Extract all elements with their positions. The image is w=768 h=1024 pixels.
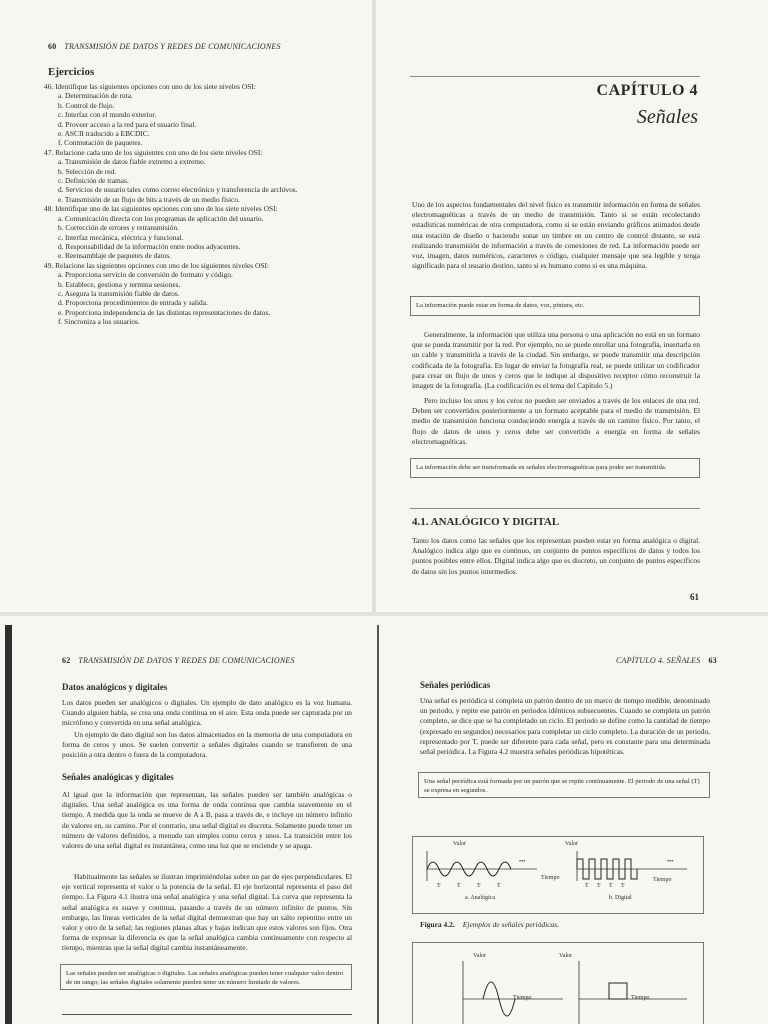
- next-figure-drawing: [413, 943, 703, 1024]
- analog-period-4: T: [497, 883, 501, 889]
- exercise-option: a. Comunicación directa con los programas de aplicación del usuario.: [58, 213, 264, 223]
- exercises-heading: Ejercicios: [48, 66, 95, 78]
- exercise-question: 46. Identifique las siguientes opciones con uno de los siete niveles OSI:: [44, 82, 256, 91]
- analog-time-label: Tiempo: [541, 875, 560, 881]
- chapter-rule: [410, 76, 700, 77]
- heading-datos: Datos analógicos y digitales: [62, 682, 168, 692]
- exercise-option: c. Definición de tramas.: [58, 176, 129, 186]
- fig2-value-2: Valor: [559, 953, 572, 959]
- heading-periodicas: Señales periódicas: [420, 680, 491, 690]
- exercise-option: e. Proporciona independencia de las distintas representaciones de datos.: [58, 307, 271, 317]
- text-periodicas: Una señal es periódica si completa un patrón dentro de un marco de tiempo medible, denominado un periodo, y repite ese patrón en periodos idénticos subsecuentes. Cuando se completa un patrón completo, se dice que se ha completado un ciclo. El periodo se define como la cantidad de tiempo (expresado en segundos) necesarios para completar un ciclo completo. La duración de un periodo, representado por T, puede ser diferente para cada señal, pero es constante para una determinada señal periódica. La Figura 4.2 muestra señales periódicas hipotéticas.: [420, 696, 710, 757]
- chapter-title: Señales: [636, 106, 698, 128]
- figure-4-2-caption: Figura 4.2. Ejemplos de señales periódicas.: [420, 920, 560, 929]
- fig2-value-1: Valor: [473, 953, 486, 959]
- exercise-option: c. Asegura la transmisión fiable de datos.: [58, 288, 180, 298]
- callout-box-62: Las señales pueden ser analógicas o digitales. Las señales analógicas pueden tener cualquier valor dentro de un rango; las señales digitales solamente pueden tener un número limitado de valores.: [60, 964, 352, 990]
- exercise-option: b. Corrección de errores y retransmisión.: [58, 223, 179, 233]
- exercise-option: d. Responsabilidad de la información entre nodos adyacentes.: [58, 241, 241, 251]
- running-head-62: 62 TRANSMISIÓN DE DATOS Y REDES DE COMUNICACIONES: [62, 656, 295, 665]
- page-number-61: 61: [690, 592, 699, 602]
- analog-period-2: T: [457, 883, 461, 889]
- exercise-list: [44, 82, 344, 327]
- exercise-option: e. Reensamblaje de paquetes de datos.: [58, 251, 172, 261]
- section-4-1-heading: 4.1. ANALÓGICO Y DIGITAL: [412, 516, 560, 528]
- text-senales-1: Al igual que la información que representan, las señales pueden ser también analógicas o digitales. Una señal analógica es una forma de onda continua que cambia suavemente en el tiempo. A medida que la onda se mueve de A a B, pasa a través de, e incluye un número infinito de valores en, su camino. Por el contrario, una señal digital es discreta. Solamente puede tener un número de valores definidos, a menudo tan simples como ceros y unos. La transición entre los valores de una señal digital es instantánea, como una luz que se enciende y se apaga.: [62, 790, 352, 851]
- exercise-option: a. Determinación de ruta.: [58, 91, 133, 101]
- digital-period-2: T: [597, 883, 601, 889]
- exercise-option: c. Interfaz con el mundo exterior.: [58, 110, 157, 120]
- fig2-time-2: Tiempo: [631, 995, 650, 1001]
- digital-period-3: T: [609, 883, 613, 889]
- heading-senales: Señales analógicas y digitales: [62, 772, 174, 782]
- digital-period-4: T: [621, 883, 625, 889]
- callout-box-63: Una señal periódica está formada por un patrón que se repite continuamente. El periodo de una señal (T) se expresa en segundos.: [418, 772, 710, 798]
- exercise-option: b. Establece, gestiona y termina sesiones.: [58, 279, 181, 289]
- exercise-option: e. Transmisión de un flujo de bits a través de un medio físico.: [58, 194, 240, 204]
- exercise-question: 47. Relacione cada uno de los siguientes con uno de los siete niveles OSI:: [44, 147, 263, 157]
- exercise-option: a. Transmisión de datos fiable extremo a extremo.: [58, 157, 206, 167]
- analog-caption: a. Analógica: [465, 895, 495, 901]
- exercise-question: 48. Identifique uno de las siguientes opciones con uno de los siete niveles OSI:: [44, 204, 278, 214]
- text-senales-2: Habitualmente las señales se ilustran imprimiéndolas sobre un par de ejes perpendiculares. El eje vertical representa el valor o la potencia de la señal. El eje horizontal representa el paso del tiempo. La Figura 4.1 ilustra una señal analógica y una señal digital. La curva que representa la señal analógica es suave y continua, pasando a través de un número infinito de puntos. Sin embargo, las líneas verticales de la señal digital demuestran que hay un salto repentino entre un valor y otro de la señal; las regiones planas altas y bajas indican que estos valores son fijos. Otra forma de expresar la diferencia es que la señal analógica cambia continuamente con respecto al tiempo, mientras que la señal digital cambia instantáneamente.: [62, 872, 352, 953]
- chapter-number: CAPÍTULO 4: [596, 82, 698, 99]
- paragraph-2: Generalmente, la información que utiliza una persona o una aplicación no está en un formato que se pueda transmitir por la red. Por ejemplo, no se puede enrollar una fotografía, insertarla en un cable y transmitirla a través de la ciudad. Sin embargo, se puede transmitir una descripción codificada de la fotografía. En lugar de enviar la fotografía real, se puede utilizar un codificador para crear un flujo de unos y ceros que le indique al dispositivo receptor cómo reconstruir la imagen de la fotografía. (La codificación es el tema del Capítulo 5.): [412, 330, 700, 391]
- digital-time-label: Tiempo: [653, 877, 672, 883]
- digital-period-1: T: [585, 883, 589, 889]
- digital-dots: •••: [667, 859, 674, 865]
- fig2-time-1: Tiempo: [513, 995, 532, 1001]
- analog-period-1: T: [437, 883, 441, 889]
- figure-4-2: [412, 836, 704, 914]
- exercise-option: b. Control de flujo.: [58, 100, 115, 110]
- exercise-option: e. ASCII traducido a EBCDIC.: [58, 129, 150, 139]
- running-head-60: 60 TRANSMISIÓN DE DATOS Y REDES DE COMUNICACIONES: [48, 42, 281, 51]
- running-head-63: CAPÍTULO 4. SEÑALES 63: [616, 656, 717, 665]
- analog-period-3: T: [477, 883, 481, 889]
- exercise-option: c. Interfaz mecánica, eléctrica y funcional.: [58, 232, 184, 242]
- section-rule: [410, 508, 700, 509]
- section-4-1-text: Tanto los datos como las señales que los representan pueden estar en forma analógica o digital. Analógico indica algo que es continuo, un conjunto de puntos específicos de datos y todos los puntos posibles entre ellos. Digital indica algo que es discreto, un conjunto de puntos específicos de datos sin los puntos intermedios.: [412, 536, 700, 576]
- exercise-option: d. Servicios de usuario tales como correo electrónico y transferencia de archivos.: [58, 185, 298, 195]
- bottom-rule: [62, 1014, 352, 1015]
- digital-caption: b. Digital: [609, 895, 632, 901]
- binding-shadow: [5, 625, 12, 1024]
- exercise-option: b. Selección de red.: [58, 166, 117, 176]
- next-figure: [412, 942, 704, 1024]
- analog-dots: •••: [519, 859, 526, 865]
- exercise-option: f. Sincroniza a los usuarios.: [58, 317, 140, 327]
- text-datos-2: Un ejemplo de dato digital son los datos almacenados en la memoria de una computadora en forma de ceros y unos. Se suelen convertir a señales digitales cuando se transfieren de una posición a otra dentro o fuera de la computadora.: [62, 730, 352, 760]
- exercise-question: 49. Relacione las siguientes opciones con uno de los siguientes niveles OSI:: [44, 260, 269, 270]
- digital-value-label: Valor: [565, 841, 578, 847]
- exercise-option: d. Proporciona procedimientos de entrada y salida.: [58, 298, 208, 308]
- chapter-header: [597, 82, 698, 129]
- callout-box-1: La información puede estar en forma de datos, voz, pintura, etc.: [410, 296, 700, 316]
- callout-box-2: La información debe ser transformada en señales electromagnéticas para poder ser transmitida.: [410, 458, 700, 478]
- analog-value-label: Valor: [453, 841, 466, 847]
- intro-paragraph: Uno de los aspectos fundamentales del nivel físico es transmitir información en forma de señales electromagnéticas a través de un medio de transmisión. Tanto si se están recolectando estadísticas numéricas de otra computadora, como si se están enviando gráficos animados desde una estación de diseño o haciendo sonar un timbre en un centro de control distante, se está realizando transmisión de información a través de conexiones de red. La información puede ser voz, imagen, datos numéricos, caracteres o código, cualquier mensaje que sea legible y tenga significado para el usuario destino, tanto si es humano como si es una máquina.: [412, 200, 700, 271]
- exercise-option: f. Conmutación de paquetes.: [58, 138, 143, 148]
- paragraph-3: Pero incluso los unos y los ceros no pueden ser enviados a través de los enlaces de una red. Deben ser convertidos posteriormente a un formato aceptable para el medio de transmisión. El medio de transmisión funciona conduciendo energía a través de un camino físico. Por tanto, el flujo de datos de unos y ceros debe ser convertido a energía en forma de señales electromagnéticas.: [412, 396, 700, 446]
- exercise-option: a. Proporciona servicio de conversión de formato y código.: [58, 270, 233, 280]
- binding-edge: [377, 625, 379, 1024]
- exercise-option: d. Proveer acceso a la red para el usuario final.: [58, 119, 197, 129]
- text-datos-1: Los datos pueden ser analógicos o digitales. Un ejemplo de dato analógico es la voz humana. Cuando alguien habla, se crea una onda continua en el aire. Esta onda puede ser capturada por un micrófono y convertida en una señal analógica.: [62, 698, 352, 728]
